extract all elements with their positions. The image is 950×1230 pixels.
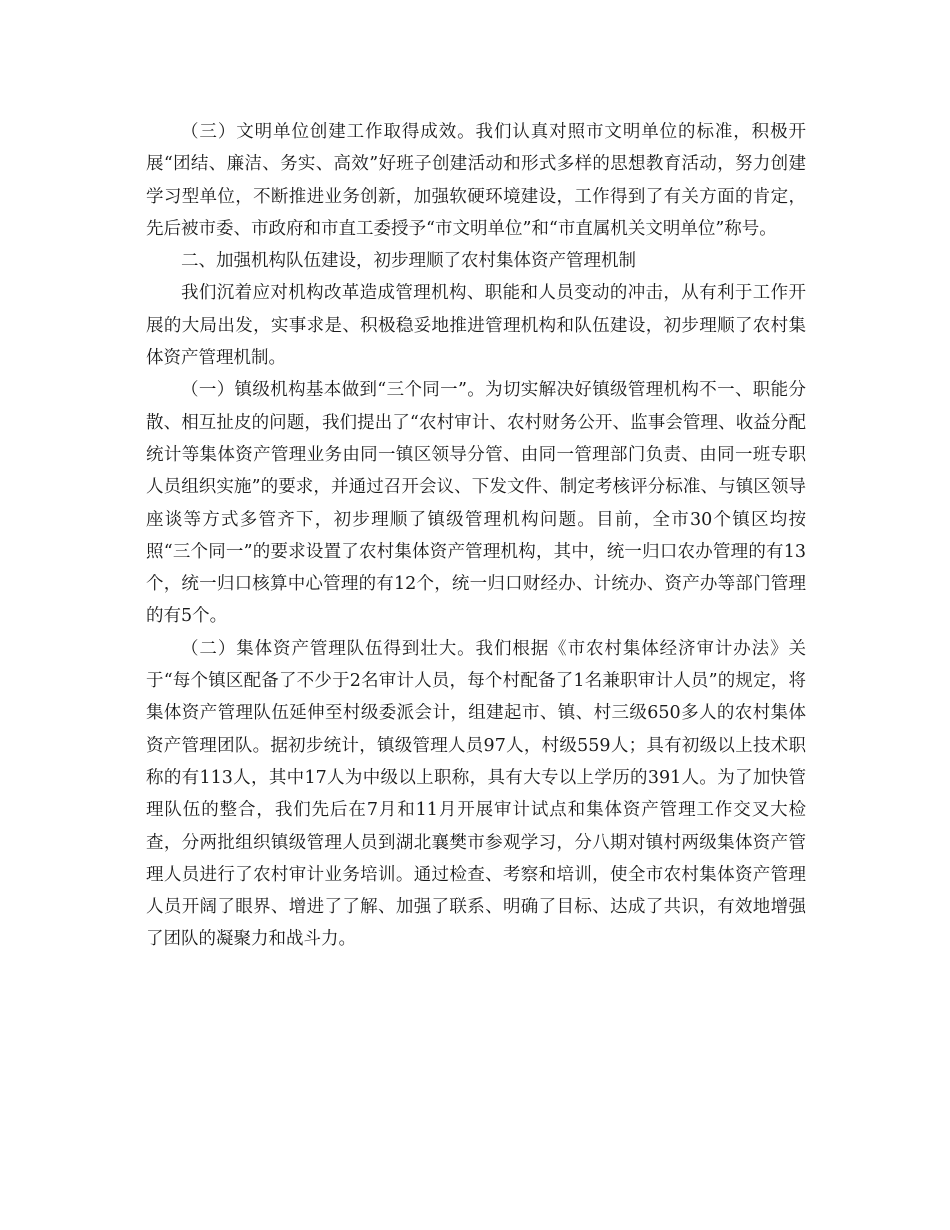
paragraph-civilization-unit: （三）文明单位创建工作取得成效。我们认真对照市文明单位的标准，积极开展“团结、廉洁、务实、高效”好班子创建活动和形式多样的思想教育活动，努力创建学习型单位，不断推进业务创新，加强软硬环境建设，工作得到了有关方面的肯定，先后被市委、市政府和市直工委授予“市文明单位”和“市直属机关文明单位”称号。	[146, 122, 806, 239]
paragraph-management-team: （二）集体资产管理队伍得到壮大。我们根据《市农村集体经济审计办法》关于“每个镇区配备了不少于2名审计人员，每个村配备了1名兼职审计人员”的规定，将集体资产管理队伍延伸至村级委派会计，组建起市、镇、村三级650多人的农村集体资产管理团队。据初步统计，镇级管理人员97人，村级559人；具有初级以上技术职称的有113人，其中17人为中级以上职称，具有大专以上学历的391人。为了加快管理队伍的整合，我们先后在7月和11月开展审计试点和集体资产管理工作交叉大检查，分两批组织镇级管理人员到湖北襄樊市参观学习，分八期对镇村两级集体资产管理人员进行了农村审计业务培训。通过检查、考察和培训，使全市农村集体资产管理人员开阔了眼界、增进了了解、加强了联系、明确了目标、达成了共识，有效地增强了团队的凝聚力和战斗力。	[146, 638, 806, 950]
section-heading-two: 二、加强机构队伍建设，初步理顺了农村集体资产管理机制	[181, 251, 636, 272]
document-page	[146, 116, 806, 956]
paragraph-town-institutions: （一）镇级机构基本做到“三个同一”。为切实解决好镇级管理机构不一、职能分散、相互扯皮的问题，我们提出了“农村审计、农村财务公开、监事会管理、收益分配统计等集体资产管理业务由同一镇区领导分管、由同一管理部门负责、由同一班专职人员组织实施”的要求，并通过召开会议、下发文件、制定考核评分标准、与镇区领导座谈等方式多管齐下，初步理顺了镇级管理机构问题。目前，全市30个镇区均按照“三个同一”的要求设置了农村集体资产管理机构，其中，统一归口农办管理的有13个，统一归口核算中心管理的有12个，统一归口财经办、计统办、资产办等部门管理的有5个。	[146, 380, 806, 627]
paragraph-institution-intro: 我们沉着应对机构改革造成管理机构、职能和人员变动的冲击，从有利于工作开展的大局出发，实事求是、积极稳妥地推进管理机构和队伍建设，初步理顺了农村集体资产管理机制。	[146, 283, 806, 369]
